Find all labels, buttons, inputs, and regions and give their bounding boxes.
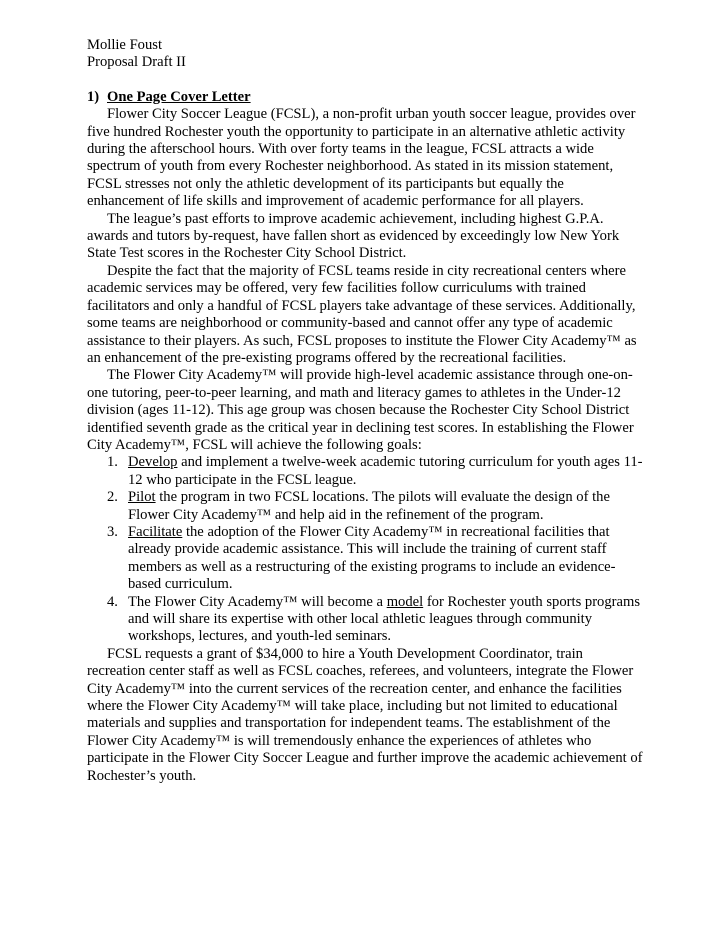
paragraph-intro: Flower City Soccer League (FCSL), a non-profit urban youth soccer league, provides over five hundred Rochester youth the opportunity to participate in an alternative athletic activity during the afterschool hours. With over forty teams in the league, FCSL attracts a wide spectrum of youth from every Rochester neighborhood. As stated in its mission statement, FCSL stresses not only the athletic development of its participants but equally the enhancement of life skills and improvement of academic performance for all players. xyxy=(87,106,636,210)
draft-label: Proposal Draft II xyxy=(87,54,186,71)
goal-number: 1. xyxy=(107,454,118,471)
goals-list xyxy=(87,454,643,645)
goal-text-pre: The Flower City Academy™ will become a xyxy=(128,593,387,610)
section-title: One Page Cover Letter xyxy=(107,88,251,105)
goal-text: for Rochester youth sports programs and will share its expertise with other local athletic leagues through community workshops, lectures, and youth-led seminars. xyxy=(128,593,641,645)
document-body xyxy=(87,37,643,785)
goal-item xyxy=(87,489,643,524)
paragraph-past-efforts: The league’s past efforts to improve academic achievement, including highest G.P.A. awards and tutors by-request, have fallen short as evidenced by exceedingly low New York State Test scores in the Rochester City School District. xyxy=(87,210,620,262)
goal-keyword: Pilot xyxy=(128,489,156,506)
paragraph-facilities: Despite the fact that the majority of FCSL teams reside in city recreational centers where academic services may be offered, very few facilities follow curriculums with trained facilitators and only a handful of FCSL players take advantage of these services. Additionally, some teams are neighborhood or community-based and cannot offer any type of academic assistance to their players. As such, FCSL proposes to institute the Flower City Academy™ as an enhancement of the pre-existing programs offered by the recreational facilities. xyxy=(87,262,637,366)
goal-item xyxy=(87,524,643,594)
goal-item xyxy=(87,594,643,646)
section-heading xyxy=(87,89,643,106)
section-number: 1) xyxy=(87,88,100,105)
author-name: Mollie Foust xyxy=(87,37,163,53)
goal-text: and implement a twelve-week academic tutoring curriculum for youth ages 11-12 who participate in the FCSL league. xyxy=(128,454,643,488)
goal-keyword: model xyxy=(386,593,424,610)
goal-number: 4. xyxy=(107,593,118,610)
goal-number: 2. xyxy=(107,489,118,506)
goal-keyword: Develop xyxy=(128,454,178,471)
paragraph-academy: The Flower City Academy™ will provide high-level academic assistance through one-on-one tutoring, peer-to-peer learning, and math and literacy games to athletes in the Under-12 division (ages 11-12). This age group was chosen because the Rochester City School District identified seventh grade as the critical year in declining test scores. In establishing the Flower City Academy™, FCSL will achieve the following goals: xyxy=(87,367,634,453)
paragraph-grant-request: FCSL requests a grant of $34,000 to hire a Youth Development Coordinator, train recreation center staff as well as FCSL coaches, referees, and volunteers, integrate the Flower City Academy™ into the current services of the recreation center, and enhance the facilities where the Flower City Academy™ will take place, including but not limited to educational materials and supplies and transportation for independent teams. The establishment of the Flower City Academy™ is will tremendously enhance the experiences of athletes who participate in the Flower City Soccer League and further improve the academic achievement of Rochester’s youth. xyxy=(87,645,643,784)
goal-text: the program in two FCSL locations. The pilots will evaluate the design of the Flower City Academy™ and help aid in the refinement of the program. xyxy=(128,489,610,523)
goal-keyword: Facilitate xyxy=(128,523,183,540)
goal-item xyxy=(87,454,643,489)
goal-number: 3. xyxy=(107,523,118,540)
goal-text: the adoption of the Flower City Academy™ in recreational facilities that already provide academic assistance. This will include the training of current staff members as well as a restructuring of the existing programs to include an evidence-based curriculum. xyxy=(128,523,616,593)
